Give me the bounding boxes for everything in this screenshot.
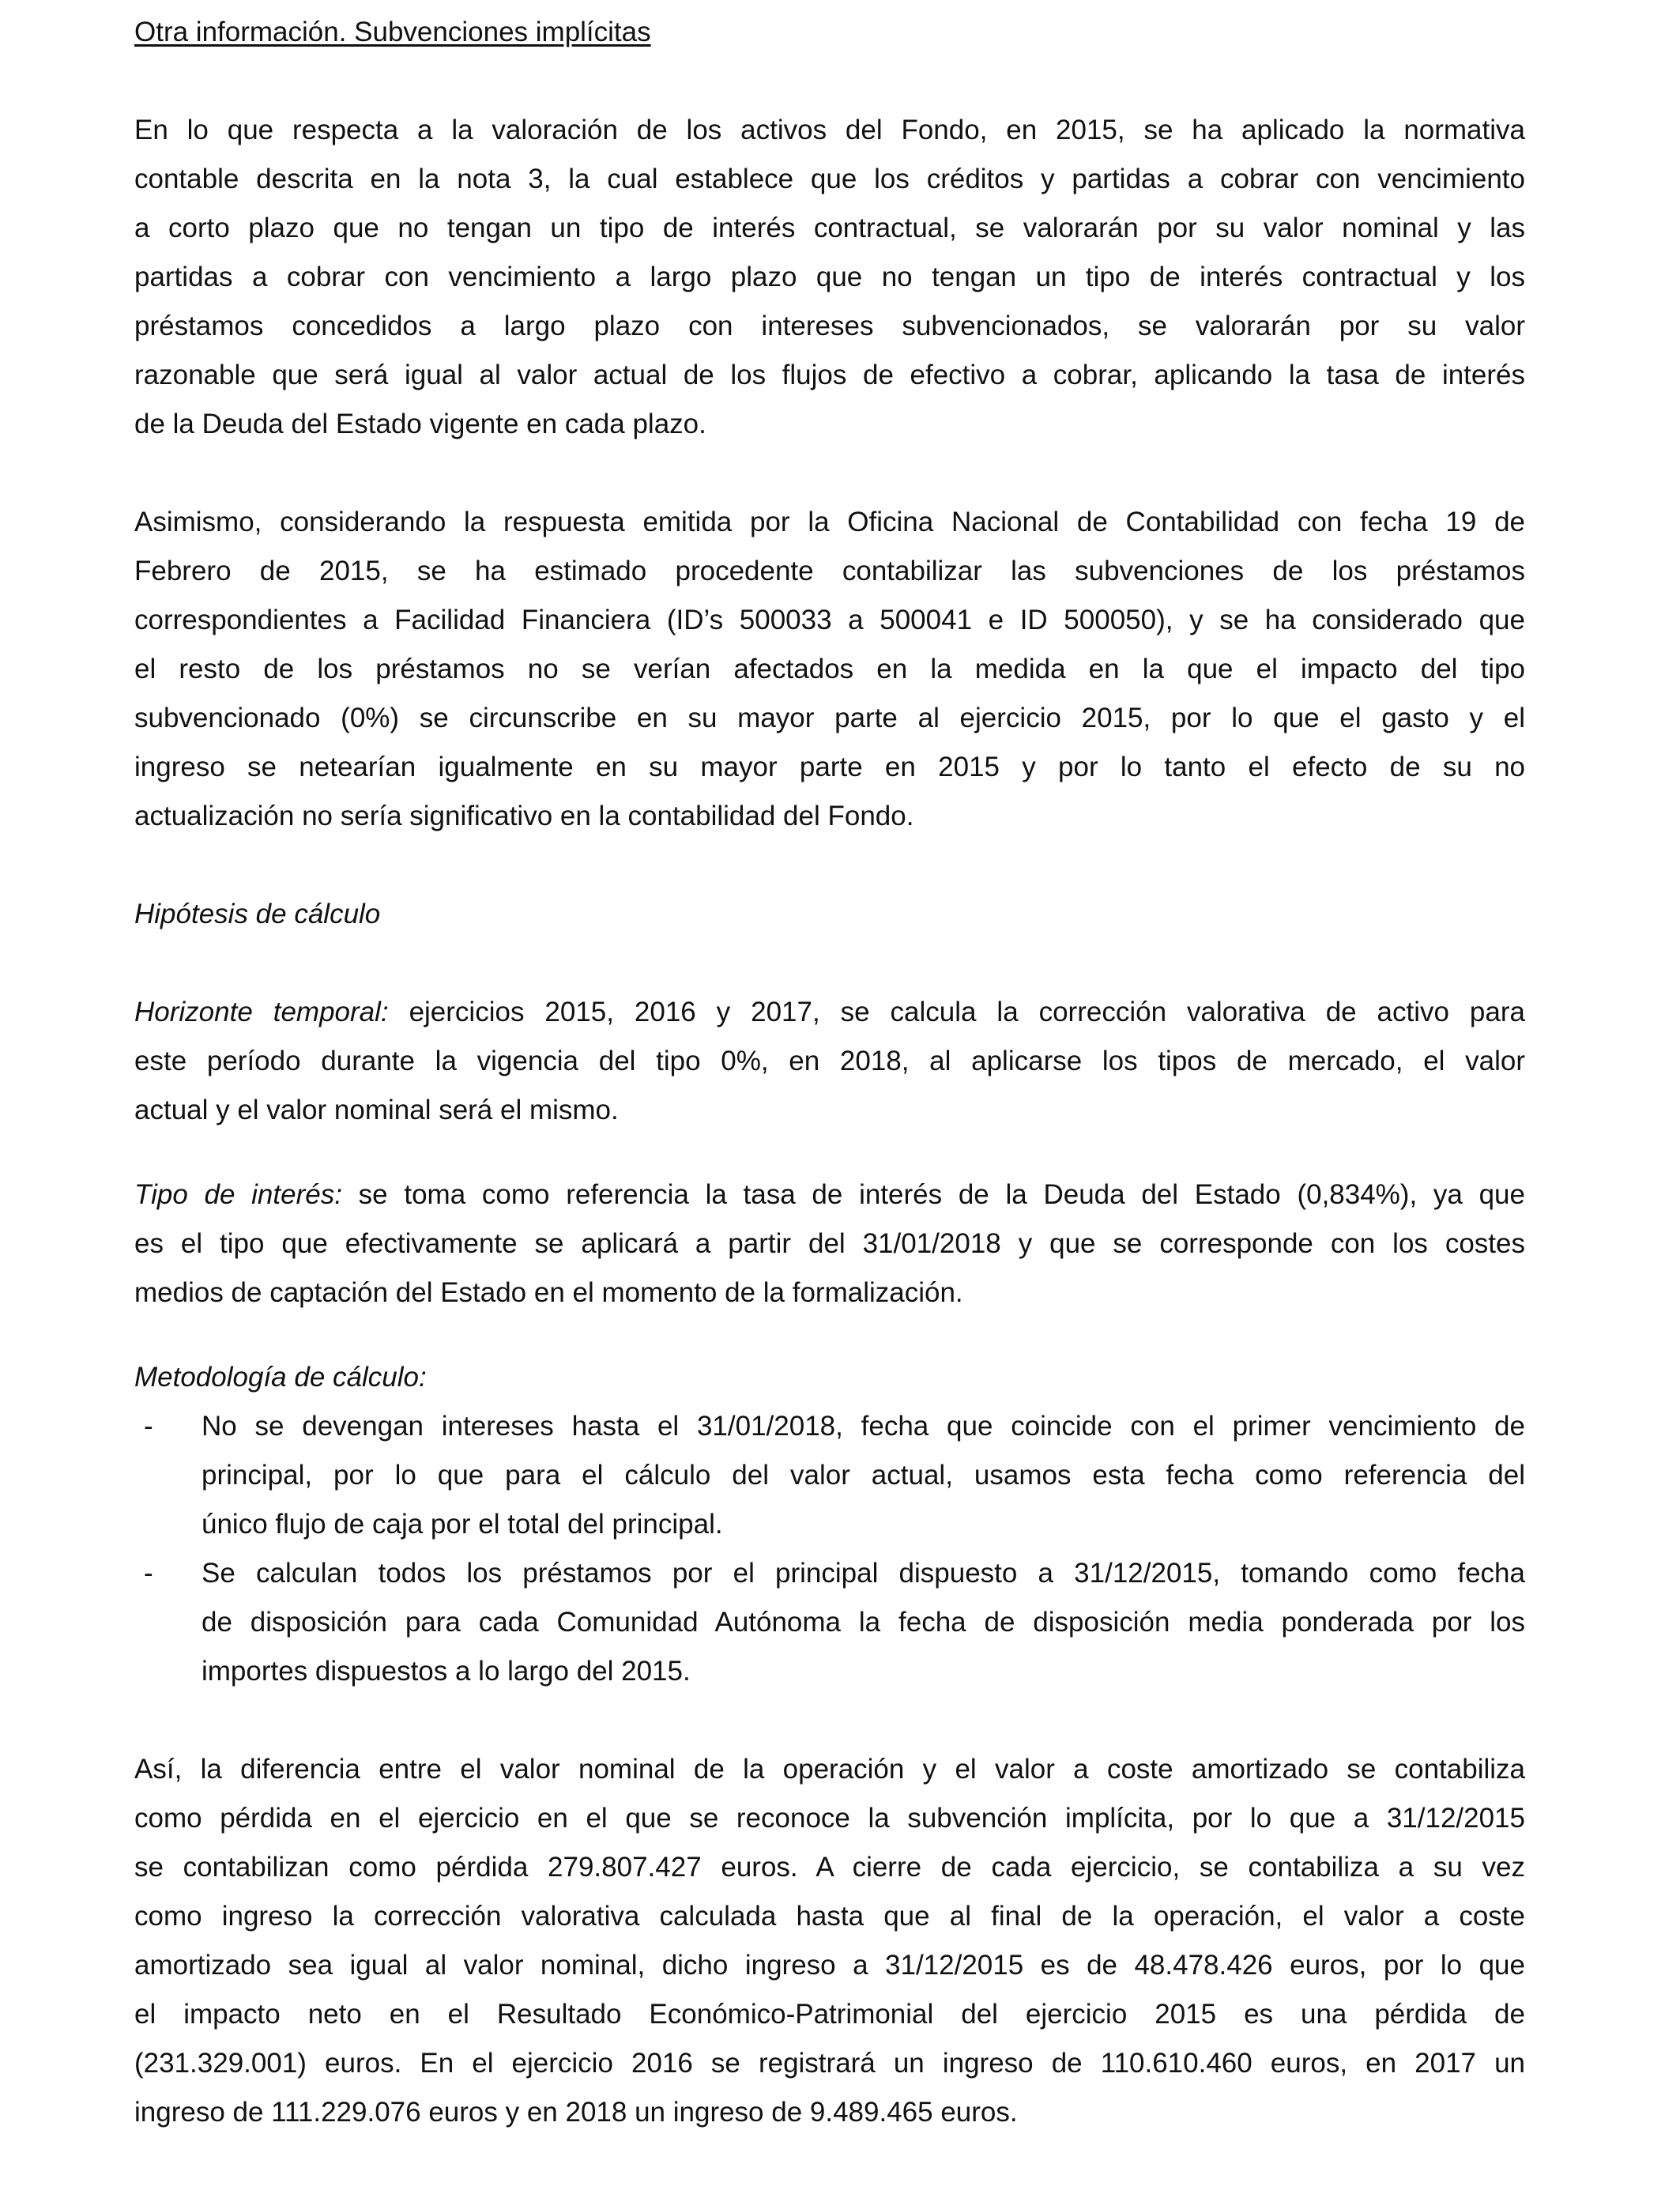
paragraph-line: (231.329.001) euros. En el ejercicio 2016 se registrará un ingreso de 110.610.460 euros, en 2017 un (134, 2048, 1525, 2079)
paragraph-line: el resto de los préstamos no se verían afectados en la medida en la que el impacto del tipo (134, 654, 1525, 684)
methodology-section (134, 1353, 1525, 1696)
paragraph-line: el impacto neto en el Resultado Económico-Patrimonial del ejercicio 2015 es una pérdida de (134, 1999, 1525, 2030)
methodology-label: Metodología de cálculo: (134, 1362, 427, 1393)
paragraph-interest (134, 1171, 1525, 1318)
paragraph-line: préstamos concedidos a largo plazo con intereses subvencionados, se valorarán por su valor (134, 311, 1525, 341)
paragraph-line: ingreso se netearían igualmente en su mayor parte en 2015 y por lo tanto el efecto de su no (134, 752, 1525, 782)
document-page (134, 8, 1525, 2137)
paragraph-line: como ingreso la corrección valorativa calculada hasta que al final de la operación, el valor a coste (134, 1901, 1525, 1932)
bullet-item (134, 1549, 1525, 1696)
paragraph-line: contable descrita en la nota 3, la cual establece que los créditos y partidas a cobrar con vencimiento (134, 164, 1525, 194)
bullet-dash: - (144, 1558, 153, 1589)
horizon-text: ejercicios 2015, 2016 y 2017, se calcula la corrección valorativa de activo para (409, 997, 1525, 1027)
bullet-line: - No se devengan intereses hasta el 31/01/2018, fecha que coincide con el primer vencimiento de (134, 1402, 1525, 1451)
bullet-line: importes dispuestos a lo largo del 2015. (202, 1656, 691, 1687)
paragraph-line: ingreso de 111.229.076 euros y en 2018 un ingreso de 9.489.465 euros. (134, 2097, 1018, 2128)
paragraph-line: actual y el valor nominal será el mismo. (134, 1095, 619, 1125)
bullet-line: de disposición para cada Comunidad Autónoma la fecha de disposición media ponderada por los (202, 1607, 1525, 1638)
bullet-dash: - (144, 1411, 153, 1442)
paragraph-line: a corto plazo que no tengan un tipo de interés contractual, se valorarán por su valor nominal y las (134, 213, 1525, 243)
paragraph-line: partidas a cobrar con vencimiento a largo plazo que no tengan un tipo de interés contractual y los (134, 262, 1525, 292)
hypothesis-heading: Hipótesis de cálculo (134, 899, 381, 929)
paragraph-horizon (134, 988, 1525, 1135)
bullet-line: único flujo de caja por el total del principal. (202, 1509, 723, 1540)
bullet-item (134, 1402, 1525, 1549)
interest-label: Tipo de interés: (134, 1179, 342, 1210)
paragraph-line: actualización no sería significativo en la contabilidad del Fondo. (134, 801, 914, 831)
paragraph-line: medios de captación del Estado en el momento de la formalización. (134, 1277, 963, 1308)
paragraph-line: amortizado sea igual al valor nominal, dicho ingreso a 31/12/2015 es de 48.478.426 euros, por lo que (134, 1950, 1525, 1981)
paragraph-line: correspondientes a Facilidad Financiera (ID’s 500033 a 500041 e ID 500050), y se ha considerado que (134, 605, 1525, 635)
paragraph-line (134, 1171, 1525, 1220)
bullet-line: - Se calculan todos los préstamos por el principal dispuesto a 31/12/2015, tomando como fecha (134, 1549, 1525, 1598)
paragraph-line: razonable que será igual al valor actual de los flujos de efectivo a cobrar, aplicando la tasa de interés (134, 360, 1525, 390)
section-title: Otra información. Subvenciones implícitas (134, 17, 651, 47)
paragraph-line: de la Deuda del Estado vigente en cada plazo. (134, 409, 706, 439)
paragraph-line: este período durante la vigencia del tipo 0%, en 2018, al aplicarse los tipos de mercado, el valor (134, 1046, 1525, 1076)
paragraph-line: subvencionado (0%) se circunscribe en su mayor parte al ejercicio 2015, por lo que el gasto y el (134, 703, 1525, 733)
paragraph-line (134, 988, 1525, 1037)
bullet-line: principal, por lo que para el cálculo del valor actual, usamos esta fecha como referencia del (202, 1460, 1525, 1491)
paragraph-valuation (134, 106, 1525, 449)
paragraph-line: Febrero de 2015, se ha estimado procedente contabilizar las subvenciones de los préstamos (134, 556, 1525, 586)
interest-text: se toma como referencia la tasa de interés de la Deuda del Estado (0,834%), ya que (358, 1179, 1525, 1210)
paragraph-line: es el tipo que efectivamente se aplicará a partir del 31/01/2018 y que se corresponde con los costes (134, 1228, 1525, 1259)
paragraph-conclusion (134, 1745, 1525, 2137)
paragraph-line: En lo que respecta a la valoración de los activos del Fondo, en 2015, se ha aplicado la normativa (134, 115, 1525, 145)
paragraph-line: Así, la diferencia entre el valor nominal de la operación y el valor a coste amortizado se contabiliza (134, 1754, 1525, 1785)
paragraph-subsidies (134, 498, 1525, 841)
paragraph-line: se contabilizan como pérdida 279.807.427 euros. A cierre de cada ejercicio, se contabiliza a su vez (134, 1852, 1525, 1883)
horizon-label: Horizonte temporal: (134, 997, 389, 1027)
paragraph-line: como pérdida en el ejercicio en el que se reconoce la subvención implícita, por lo que a 31/12/2015 (134, 1803, 1525, 1834)
paragraph-line: Asimismo, considerando la respuesta emitida por la Oficina Nacional de Contabilidad con fecha 19 de (134, 507, 1525, 537)
